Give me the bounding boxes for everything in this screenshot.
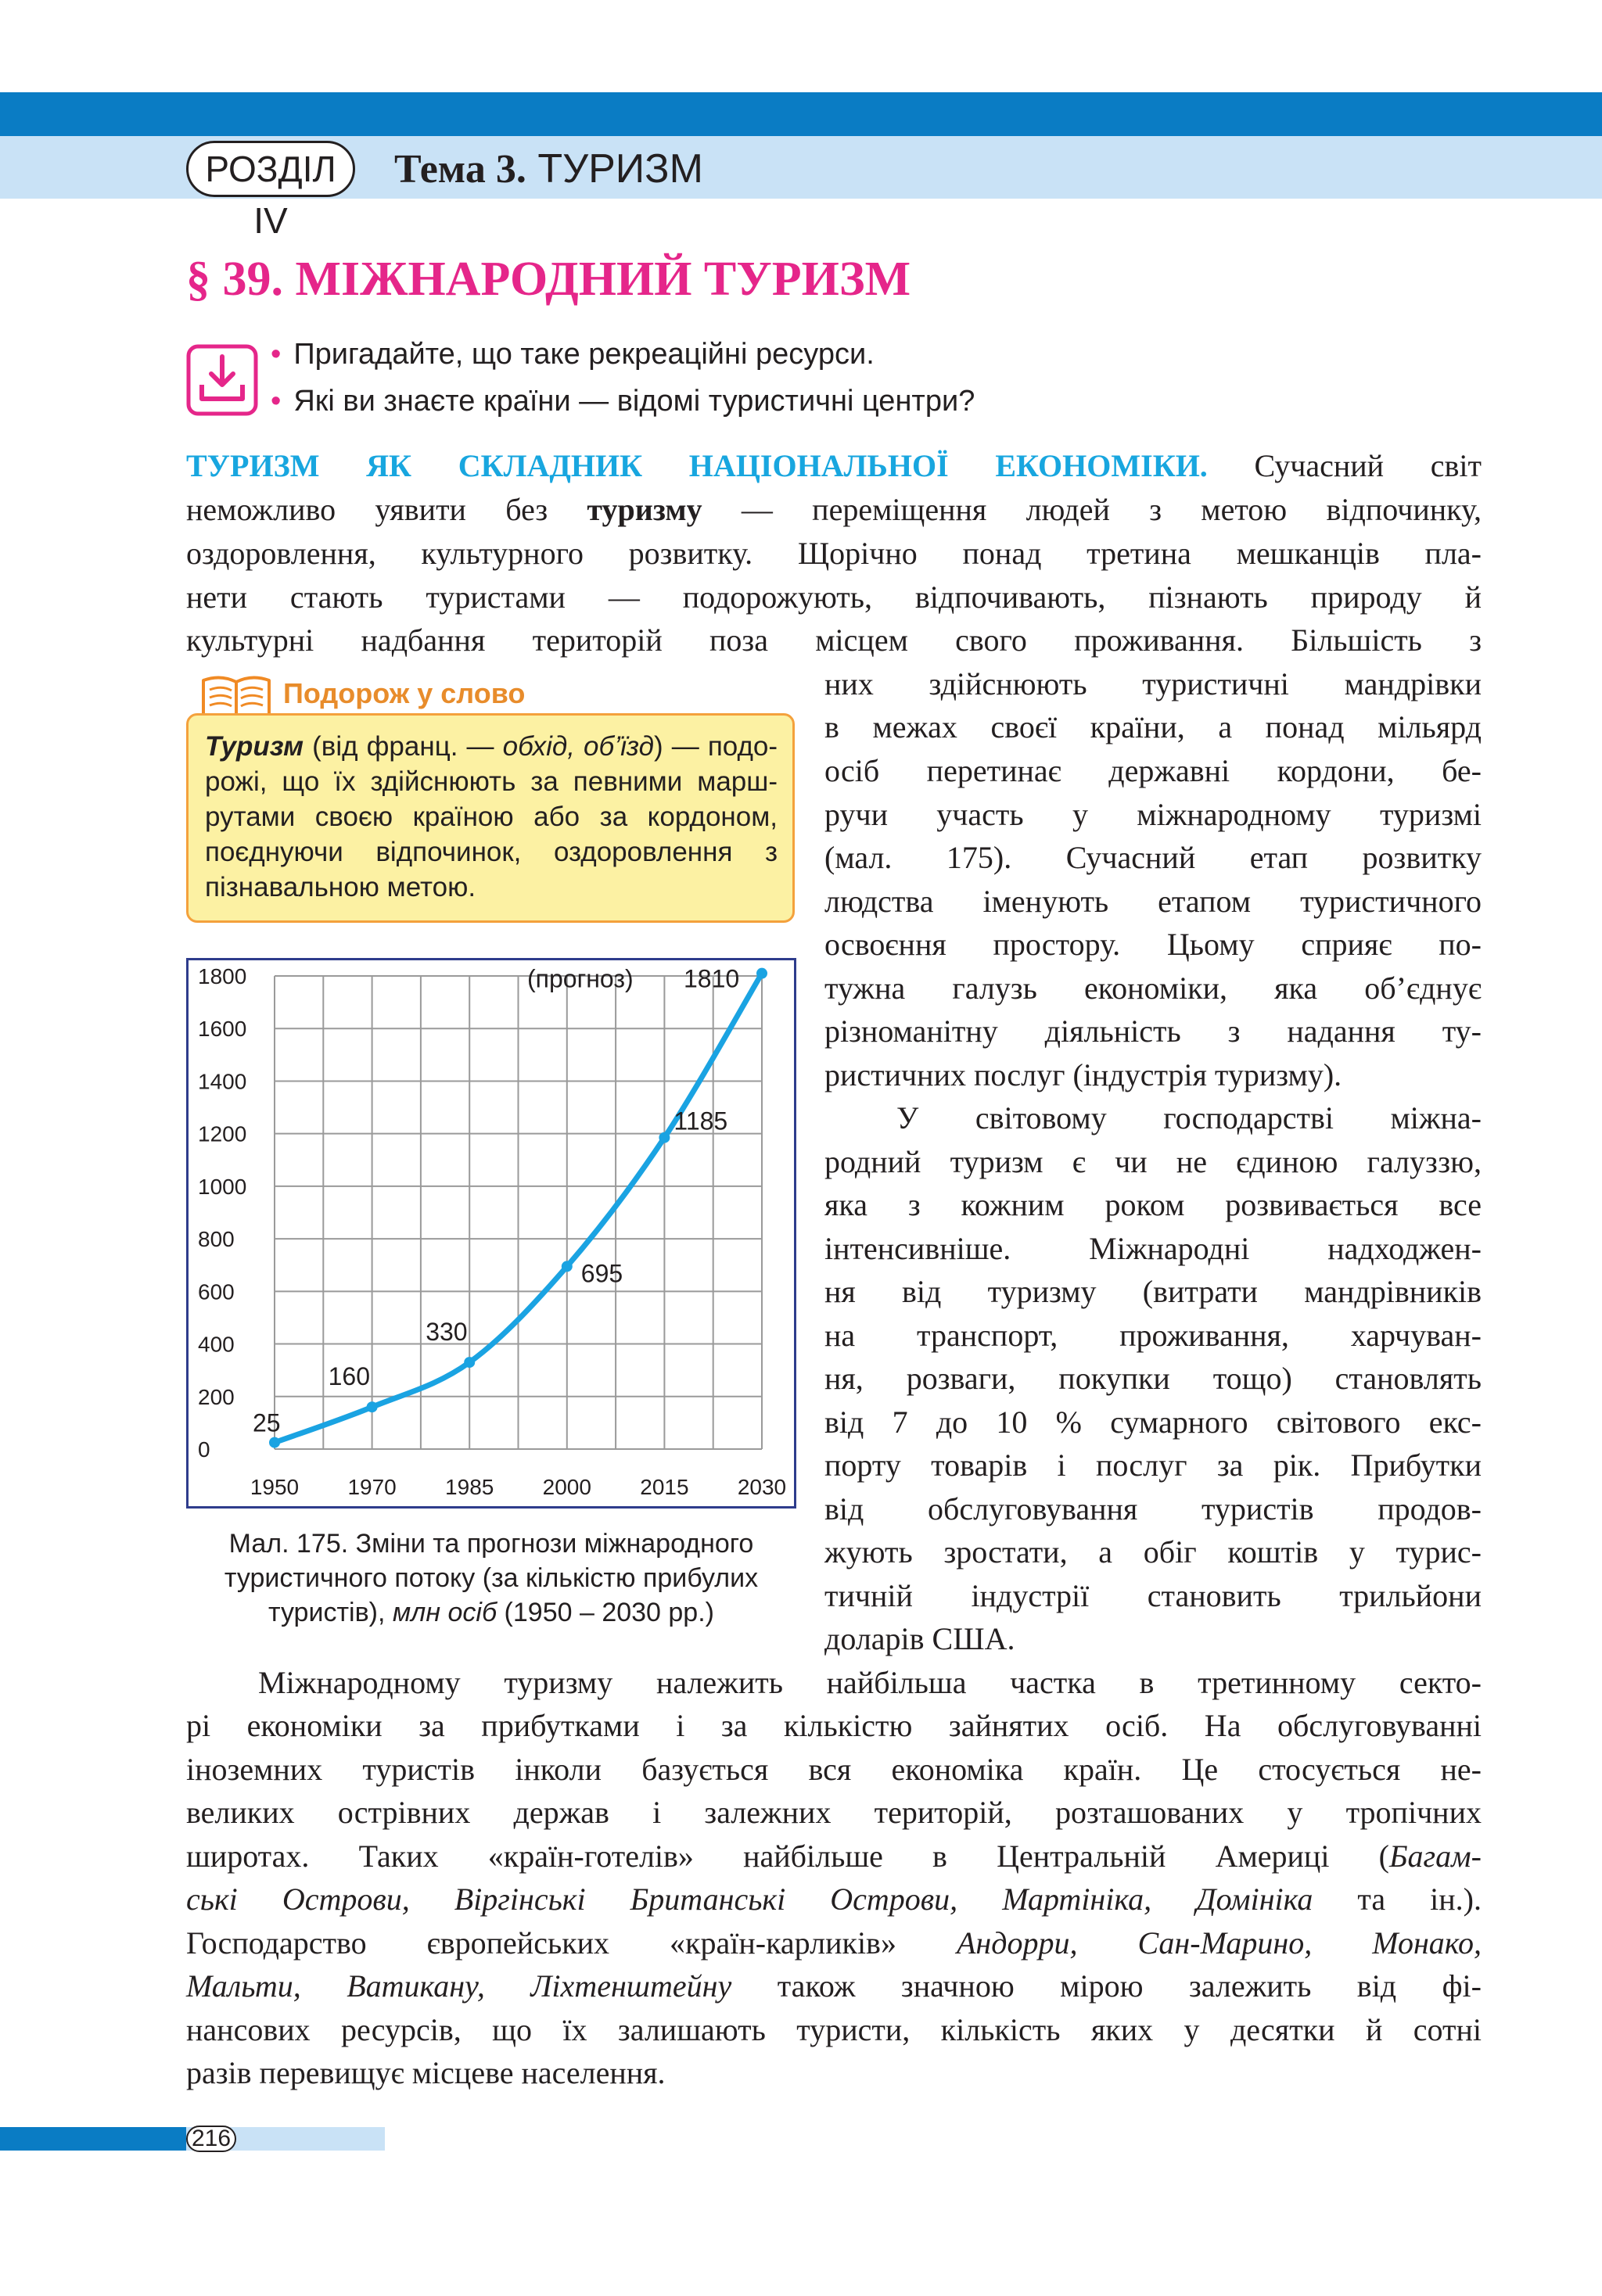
text-line: нансових ресурсів, що їх залишають туристи, кількість яких у десятки й сотні <box>186 2012 1482 2047</box>
text-line: осіб перетинає державні кордони, бе- <box>824 753 1482 788</box>
y-tick-label: 800 <box>198 1227 235 1252</box>
download-tray-icon <box>186 344 258 416</box>
paragraph-title: § 39. МІЖНАРОДНИЙ ТУРИЗМ <box>186 253 911 306</box>
data-label: 25 <box>253 1408 281 1437</box>
intro-line-5: культурні надбання територій поза місцем свого проживання. Більшість з <box>186 622 1482 658</box>
topic-title <box>394 141 703 197</box>
text-line: на транспорт, проживання, харчуван- <box>824 1318 1482 1353</box>
data-point <box>269 1437 280 1448</box>
word-box-line-5: пізнавальною метою. <box>205 872 476 902</box>
text-line: рі економіки за прибутками і за кількістю зайнятих осіб. На обслуговуванні <box>186 1708 1482 1743</box>
data-point <box>464 1357 475 1368</box>
text-line: ські Острови, Віргінські Британські Острови, Мартініка, Домініка та ін.). <box>186 1882 1482 1917</box>
text-line: ня від туризму (витрати мандрівників <box>824 1274 1482 1309</box>
figure-caption-line-2: туристичного потоку (за кількістю прибулих <box>224 1563 759 1593</box>
text-line: іноземних туристів інколи базується вся економіка країн. Це стосується не- <box>186 1752 1482 1787</box>
text-line: людства іменують етапом туристичного <box>824 884 1482 919</box>
y-tick-label: 1000 <box>198 1174 247 1199</box>
term-tourism: туризму <box>587 492 702 527</box>
data-point <box>367 1401 378 1412</box>
intro-line-4: нети стають туристами — подорожують, відпочивають, пізнають природу й <box>186 579 1482 615</box>
intro-line-2: неможливо уявити без туризму — переміщення людей з метою відпочинку, <box>186 492 1482 527</box>
data-label: 695 <box>580 1259 623 1288</box>
x-tick-label: 2015 <box>640 1475 689 1499</box>
text-line: яка з кожним роком розвивається все <box>824 1187 1482 1222</box>
data-point <box>659 1132 670 1143</box>
word-box-line-2: рожі, що їх здійснюють за певними марш- <box>205 766 778 797</box>
topic-prefix: Тема 3. <box>394 147 526 192</box>
text-line: Міжнародному туризму належить найбільша частка в третинному секто- <box>258 1665 1482 1700</box>
topic-name: ТУРИЗМ <box>537 146 703 192</box>
y-tick-label: 1600 <box>198 1017 247 1042</box>
data-label: 330 <box>426 1318 468 1347</box>
y-tick-label: 0 <box>198 1437 210 1462</box>
y-tick-label: 200 <box>198 1384 235 1409</box>
word-box-term: Туризм <box>205 731 304 762</box>
header-top-band <box>0 92 1602 136</box>
text-line: великих острівних держав і залежних територій, розташованих у тропічних <box>186 1795 1482 1830</box>
tourist-flow-chart <box>189 960 794 1506</box>
text-line: широтах. Таких «країн-готелів» найбільше в Центральній Америці (Багам- <box>186 1839 1482 1874</box>
text-line: різноманітну діяльність з надання ту- <box>824 1013 1482 1049</box>
y-tick-label: 400 <box>198 1332 235 1357</box>
text-line: порту товарів і послуг за рік. Прибутки <box>824 1448 1482 1483</box>
x-tick-label: 2000 <box>542 1475 591 1499</box>
recall-question-1: • Пригадайте, що таке рекреаційні ресурси. <box>271 338 875 371</box>
forecast-annotation: (прогноз) <box>527 964 634 993</box>
y-tick-label: 1400 <box>198 1069 247 1094</box>
figure-caption-line-1: Мал. 175. Зміни та прогнози міжнародного <box>228 1529 754 1559</box>
text-line: родний туризм є чи не єдиною галуззю, <box>824 1144 1482 1179</box>
text-line: освоєння простору. Цьому сприяє по- <box>824 927 1482 962</box>
text-line: тужна галузь економіки, яка об’єднує <box>824 970 1482 1006</box>
recall-question-2: • Які ви знаєте країни — відомі туристичні центри? <box>271 385 975 418</box>
text-line: від 7 до 10 % сумарного світового екс- <box>824 1405 1482 1440</box>
data-label: 1185 <box>673 1107 728 1135</box>
footer-strip-accent <box>0 2127 186 2151</box>
figure-caption-line-3: туристів), млн осіб (1950 – 2030 рр.) <box>268 1598 714 1627</box>
word-box-line-4: поєднуючи відпочинок, оздоровлення з <box>205 837 778 867</box>
word-box-line-3: рутами своєю країною або за кордоном, <box>205 802 778 832</box>
intro-line-3: оздоровлення, культурного розвитку. Щорічно понад третина мешканців пла- <box>186 536 1482 571</box>
x-tick-label: 2030 <box>737 1475 787 1499</box>
y-tick-label: 600 <box>198 1279 235 1304</box>
word-box-title: Подорож у слово <box>283 677 526 709</box>
x-tick-label: 1985 <box>445 1475 494 1499</box>
text-line: разів перевищує місцеве населення. <box>186 2055 666 2090</box>
y-tick-label: 1200 <box>198 1121 247 1146</box>
text-line: в межах своєї країни, а понад мільярд <box>824 709 1482 744</box>
text-line: (мал. 175). Сучасний етап розвитку <box>824 840 1482 875</box>
data-point <box>756 968 767 979</box>
data-label: 1810 <box>684 964 740 993</box>
text-line: ня, розваги, покупки тощо) становлять <box>824 1361 1482 1396</box>
text-line: тичній індустрії становить трильйони <box>824 1578 1482 1613</box>
section-label: РОЗДІЛ IV <box>186 141 355 197</box>
text-line: доларів США. <box>824 1621 1015 1656</box>
y-tick-label: 1800 <box>198 964 247 988</box>
page-number: 216 <box>186 2126 236 2152</box>
text-line: Мальти, Ватикану, Ліхтенштейну також значною мірою залежить від фі- <box>186 1968 1482 2004</box>
text-line: інтенсивніше. Міжнародні надходжен- <box>824 1231 1482 1266</box>
word-box-line-1: Туризм (від франц. — обхід, об’їзд) — подо- <box>205 731 778 762</box>
text-line: Господарство європейських «країн-карликів» Андорри, Сан-Марино, Монако, <box>186 1925 1482 1961</box>
intro-line-1: ТУРИЗМ ЯК СКЛАДНИК НАЦІОНАЛЬНОЇ ЕКОНОМІКИ. Сучасний світ <box>186 448 1482 483</box>
text-line: від обслуговування туристів продов- <box>824 1491 1482 1526</box>
text-line: жують зростати, а обіг коштів у турис- <box>824 1534 1482 1570</box>
text-line: ристичних послуг (індустрія туризму). <box>824 1057 1342 1092</box>
x-tick-label: 1950 <box>250 1475 300 1499</box>
section-subheading: ТУРИЗМ ЯК СКЛАДНИК НАЦІОНАЛЬНОЇ ЕКОНОМІКИ. <box>186 448 1208 483</box>
text-line: ручи участь у міжнародному туризмі <box>824 797 1482 832</box>
data-point <box>562 1261 573 1272</box>
text-line: У світовому господарстві міжна- <box>896 1100 1482 1135</box>
data-label: 160 <box>328 1362 370 1391</box>
x-tick-label: 1970 <box>347 1475 397 1499</box>
text-line: них здійснюють туристичні мандрівки <box>824 666 1482 701</box>
